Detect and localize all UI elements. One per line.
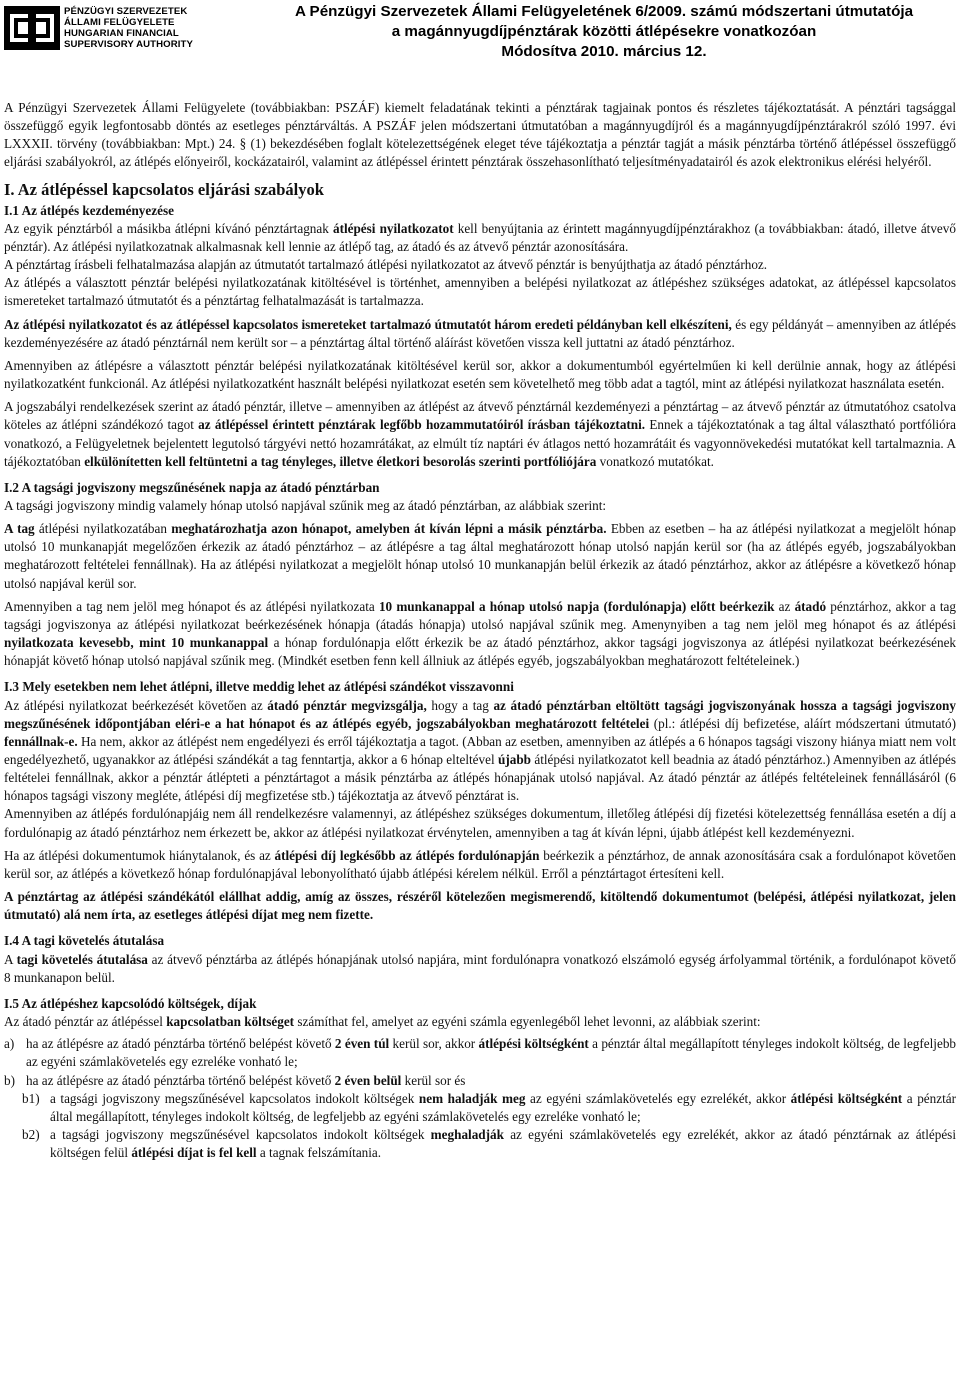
- paragraph: Amennyiben a tag nem jelöl meg hónapot és az átlépési nyilatkozata 10 munkanappal a hónap utolsó napja (fordulónapja) előtt beérkezik az átadó pénztárhoz, akkor a tag tagsági jogviszonya az átlépési nyilatkozat beérkezésének hónapja (átadás hónapja) utolsó napjával szűnik meg. Amenynyiben a tag nem jelöl meg hónapot és az átlépési nyilatkozata kevesebb, mint 10 munkanappal a hónap fordulónapja előtt érkezik be az átadó pénztárhoz, akkor tagsági jogviszonya az átlépési nyilatkozat beérkezésének hónapját követő hónap utolsó napjával szűnik meg. (Mindkét esetben fenn kell állniuk az átlépés egyéb, jogszabályokban meghatározott feltételeinek.): [4, 598, 957, 669]
- section-heading: I. Az átlépéssel kapcsolatos eljárási szabályok: [4, 179, 324, 199]
- paragraph: A pénztártag az átlépési szándékától elállhat addig, amíg az összes, részéről kötelezően megismerendő, kitöltendő dokumentumot (belépési, átlépési nyilatkozat, jelen útmutató) alá nem írta, az esetleges átlépési díjat meg nem fizette.: [4, 889, 956, 923]
- logo-wordmark: [64, 6, 193, 50]
- logo-line: ÁLLAMI FELÜGYELETE: [64, 17, 175, 28]
- title-line: A Pénzügyi Szervezetek Állami Felügyeletének 6/2009. számú módszertani útmutatója: [294, 3, 914, 20]
- list-marker: b2): [22, 1126, 40, 1142]
- list-item-text: ha az átlépésre az átadó pénztárba történő belépést követő 2 éven belül kerül sor és: [26, 1072, 466, 1088]
- paragraph: A tag átlépési nyilatkozatában meghatározhatja azon hónapot, amelyben át kíván lépni a másik pénztárba. Ebben az esetben – ha az átlépési nyilatkozat a megjelölt hónap utolsó 10 munkanapját megelőzően érkezik az átadó pénztárhoz – az átlépésre a tag által meghatározott hónap utolsó napján kerül sor (ha az átlépés egyéb, jogszabályokban meghatározott feltételei fennállnak). Ha az átlépési nyilatkozat a megjelölt hónap utolsó 10 munkanapján belül érkezik az átadó pénztárhoz, akkor az átlépésre a következő hónap utolsó napjával kerül sor.: [4, 521, 956, 591]
- subsection-heading: I.3 Mely esetekben nem lehet átlépni, illetve meddig lehet az átlépési szándékot visszavonni: [4, 679, 514, 695]
- paragraph: Ha az átlépési dokumentumok hiánytalanok, és az átlépési díj legkésőbb az átlépés fordulónapján beérkezik a pénztárhoz, de annak azonosítására csak a fordulónapot követően kerül sor, az átlépés a következő hónap fordulónapjával lebonyolítható újabb átlépési kérelem nélkül. Erről a pénztártagot értesíteni kell.: [4, 847, 956, 881]
- logo-line: SUPERVISORY AUTHORITY: [64, 39, 193, 50]
- paragraph: Az átadó pénztár az átlépéssel kapcsolatban költséget számíthat fel, amelyet az egyéni számla egyenlegéből lehet levonni, az alábbiak szerint:: [4, 1014, 761, 1030]
- subsection-heading: I.5 Az átlépéshez kapcsolódó költségek, díjak: [4, 995, 257, 1011]
- paragraph: Az átlépési nyilatkozatot és az átlépéssel kapcsolatos ismereteket tartalmazó útmutatót három eredeti példányban kell elkészíteni, és egy példányát – amennyiben az átlépés kezdeményezésére az átadó pénztárnál nem került sor – a pénztártag által történő aláírást követően vissza kell juttatni az átadó pénztárhoz.: [4, 316, 956, 350]
- subsection-heading: I.1 Az átlépés kezdeményezése: [4, 202, 174, 218]
- title-line: Módosítva 2010. március 12.: [501, 43, 707, 60]
- paragraph: A pénztártag írásbeli felhatalmazása alapján az útmutatót tartalmazó átlépési nyilatkozatot az átvevő pénztár is benyújthatja az átadó pénztárhoz.: [4, 257, 768, 273]
- paragraph: A jogszabályi rendelkezések szerint az átadó pénztár, illetve – amennyiben az átlépést az átvevő pénztárnál kezdeményezi a pénztártag – az átvevő pénztár az útmutatóhoz csatolva köteles az átlépni szándékozó tagot az átlépéssel érintett pénztárak legfőbb hozammutatóiról írásban tájékoztatni. Ennek a tájékoztatónak a tag által választható portfólióra vonatkozó, a Felügyeletnek bejelentett legutolsó tárgyévi nettó hozamrátákat, az elmúlt tíz naptári év átlagos nettó hozamrátáit és vagyonnövekedési mutatókat kell tartalmaznia. A tájékoztatóban elkülönítetten kell feltüntetni a tag tényleges, illetve életkori besorolás szerinti portfóliójára vonatkozó mutatókat.: [4, 399, 956, 469]
- title-line: a magánnyugdíjpénztárak közötti átlépésekre vonatkozóan: [391, 23, 817, 40]
- pszaf-emblem-icon: [4, 6, 60, 50]
- intro-paragraph: A Pénzügyi Szervezetek Állami Felügyelete (továbbiakban: PSZÁF) kiemelt feladatának tekinti a pénztárak tagjainak pontos és részletes tájékoztatását. A pénztári tagsággal összefüggő egyik legfontosabb döntés az esetleges pénztárváltás. A PSZÁF jelen módszertani útmutatóban a magánnyugdíjról és a magánnyugdíjpénztárakról szóló 1997. évi LXXXII. törvény (továbbiakban: Mpt.) 24. § (1) bekezdésében foglalt kötelezettségének eleget téve tájékoztatja a pénztár tagját a másik pénztárba történő átlépéssel összefüggő eljárási szabályokról, az átlépés előnyeiről, kockázatairól, valamint az átlépéssel érintett pénztárak összehasonlítható teljesítményadatairól és azok elektronikus elérési helyéről.: [4, 100, 956, 170]
- paragraph: A tagi követelés átutalása az átvevő pénztárba az átlépés hónapjának utolsó napjára, mint fordulónapra vonatkozó elszámoló egység árfolyammal történik, a fordulónapot követő 8 munkanapon belül.: [4, 951, 956, 985]
- list-marker: b): [4, 1072, 15, 1088]
- paragraph: A tagsági jogviszony mindig valamely hónap utolsó napjával szűnik meg az átadó pénztárban, az alábbiak szerint:: [4, 497, 607, 513]
- paragraph: Az átlépési nyilatkozat beérkezését követően az átadó pénztár megvizsgálja, hogy a tag az átadó pénztárban eltöltött tagsági jogviszonyának hossza a tagsági jogviszony megszűnésének időpontjában eléri-e a hat hónapot és az átlépés egyéb, jogszabályokban meghatározott feltételei (pl.: átlépési díj befizetése, aláírt módszertani útmutató) fennállnak-e. Ha nem, akkor az átlépést nem engedélyezi és erről tájékoztatja a tagot. (Abban az esetben, amennyiben az átlépés a 6 hónapos tagsági viszony hiánya miatt nem volt engedélyezhető, ugyanakkor az átlépési szándékát a tag fenntartja, akkor a 6 hónap elteltével újabb átlépési nyilatkozatot kell beadnia az átadó pénztárhoz.) Amennyiben az átlépés feltételei fennállnak, akkor a pénztár átlépteti a pénztártagot a másik pénztárba az átlépés hónapjának utolsó napjával. Az átadó pénztár az átlépés feltételeinek fennállásáról (6 hónapos tagsági viszony megléte, átlépési díj megfizetése stb.) tájékoztatja az átvevő pénztárat is.: [4, 697, 956, 804]
- paragraph: Amennyiben az átlépésre a választott pénztár belépési nyilatkozatának kitöltésével kerül sor, akkor a dokumentumból egyértelműen ki kell derülnie annak, hogy az átlépési nyilatkozatként funkcionál. Az átlépési nyilatkozatként használt belépési nyilatkozat esetén sem követelhető meg több adat a tagtól, mint az átlépési nyilatkozat használata esetén.: [4, 357, 956, 392]
- subsection-heading: I.2 A tagsági jogviszony megszűnésének napja az átadó pénztárban: [4, 479, 380, 495]
- list-item: [4, 1090, 956, 1126]
- list-item-text: a tagsági jogviszony megszűnésével kapcsolatos indokolt költségek nem haladják meg az egyéni számlakövetelés egy ezrelékét, akkor átlépési költségként a pénztár által megállapított, tényleges indokolt költség, de legfeljebb az egyéni számlakövetelés egy ezreléke vonható le;: [50, 1090, 956, 1124]
- pszaf-logo: [4, 2, 234, 54]
- document-title: [252, 2, 956, 62]
- document-body: [4, 99, 956, 1162]
- subsection-heading: I.4 A tagi követelés átutalása: [4, 933, 165, 949]
- paragraph: Az átlépés a választott pénztár belépési nyilatkozatának kitöltésével is történhet, amennyiben a belépési nyilatkozat az átlépéshez szükséges adatokat, az átlépéssel kapcsolatos ismereteket tartalmazó útmutatót és a pénztártag felhatalmazását is tartalmazza.: [4, 275, 956, 309]
- paragraph: Amennyiben az átlépés fordulónapjáig nem áll rendelkezésre valamennyi, az átlépéshez szükséges dokumentum, illetőleg átlépési díj fizetési kötelezettség fennállása esetén a díj a fordulónapig az átadó pénztárhoz nem érkezett be, akkor az átlépési nyilatkozat érvénytelen, amennyiben a tag át kíván lépni, újabb átlépést kell kezdeményezni.: [4, 806, 956, 840]
- paragraph: Az egyik pénztárból a másikba átlépni kívánó pénztártagnak átlépési nyilatkozatot kell benyújtania az érintett magánnyugdíjpénztárakhoz (a továbbiakban: átadó, illetve átvevő pénztár). Az átlépési nyilatkozatnak alkalmasnak kell lennie az átlépő tag, az átadó és az átvevő pénztár azonosítására.: [4, 220, 956, 254]
- list-item: [4, 1072, 956, 1090]
- list-item: [4, 1035, 956, 1071]
- list-item-text: a tagsági jogviszony megszűnésével kapcsolatos indokolt költségek meghaladják az egyéni számlakövetelés egy ezrelékét, akkor az átadó pénztárnak az átlépési költségen felül átlépési díjat is fel kell a tagnak felszámítania.: [50, 1126, 956, 1161]
- list-marker: a): [4, 1036, 15, 1052]
- logo-line: HUNGARIAN FINANCIAL: [64, 28, 179, 39]
- list-item-text: ha az átlépésre az átadó pénztárba történő belépést követő 2 éven túl kerül sor, akkor átlépési költségként a pénztár által megállapított tényleges indokolt költség, de legfeljebb az egyéni számlakövetelés egy ezreléke vonható le;: [26, 1036, 957, 1070]
- list-item: [4, 1126, 956, 1162]
- list-marker: b1): [22, 1090, 40, 1106]
- logo-line: PÉNZÜGYI SZERVEZETEK: [64, 6, 188, 17]
